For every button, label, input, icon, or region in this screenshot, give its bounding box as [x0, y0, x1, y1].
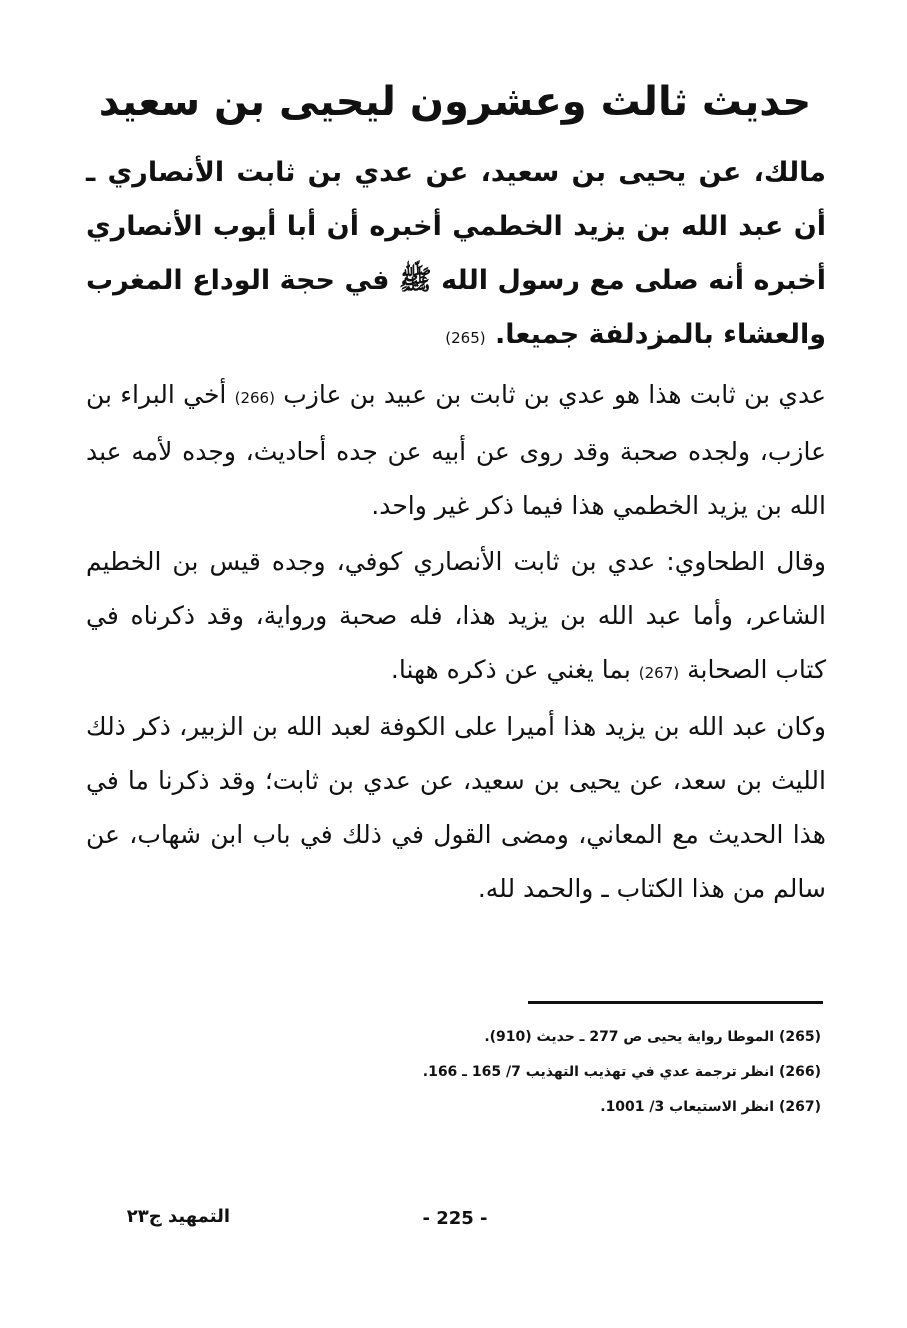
footnote-ref-266: (266) — [234, 389, 275, 407]
footnote-ref-265: (265) — [445, 329, 486, 347]
paragraph-3-text: وكان عبد الله بن يزيد هذا أميرا على الكوفة لعبد الله بن الزبير، ذكر ذلك الليث بن سعد، عن يحيى بن سعيد، عن عدي بن ثابت؛ وقد ذكرنا ما في هذا الحديث مع المعاني، ومضى القول في ذلك في باب ابن شهاب، عن سالم من هذا الكتاب ـ والحمد لله. — [86, 712, 826, 903]
hadith-text — [86, 146, 826, 365]
footnote-ref-267: (267) — [638, 664, 680, 682]
commentary-paragraph-3 — [86, 700, 826, 916]
commentary-paragraph-1 — [86, 368, 826, 533]
paragraph-1-text-b: أخي البراء بن عازب، ولجده صحبة وقد روى عن أبيه عن جده أحاديث، وجده لأمه عبد الله بن يزيد الخطمي هذا فيما ذكر غير واحد. — [86, 380, 826, 520]
page-number: - 225 - — [422, 1208, 488, 1229]
footnote-265: (265) الموطا رواية يحيى ص 277 ـ حديث (910). — [484, 1029, 821, 1045]
book-volume-label: التمهيد ج٢٣ — [126, 1206, 230, 1227]
hadith-body: مالك، عن يحيى بن سعيد، عن عدي بن ثابت الأنصاري ـ أن عبد الله بن يزيد الخطمي أخبره أن أبا أيوب الأنصاري أخبره أنه صلى مع رسول الله ﷺ في حجة الوداع المغرب والعشاء بالمزدلفة جميعا. — [86, 157, 826, 350]
footnote-267: (267) انظر الاستيعاب 3/ 1001. — [600, 1099, 821, 1115]
chapter-title: حديث ثالث وعشرون ليحيى بن سعيد — [98, 79, 812, 125]
commentary-paragraph-2 — [86, 535, 826, 700]
footnotes — [86, 1020, 821, 1125]
footnote-divider — [528, 1001, 823, 1004]
paragraph-2-text-a: وقال الطحاوي: عدي بن ثابت الأنصاري كوفي، وجده قيس بن الخطيم الشاعر، وأما عبد الله بن يزيد هذا، فله صحبة ورواية، وقد ذكرناه في كتاب الصحابة — [86, 547, 826, 684]
footnote-266: (266) انظر ترجمة عدي في تهذيب التهذيب 7/ 165 ـ 166. — [422, 1064, 821, 1080]
paragraph-2-text-b: بما يغني عن ذكره ههنا. — [390, 655, 631, 684]
paragraph-1-text-a: عدي بن ثابت هذا هو عدي بن ثابت بن عبيد بن عازب — [283, 380, 826, 409]
